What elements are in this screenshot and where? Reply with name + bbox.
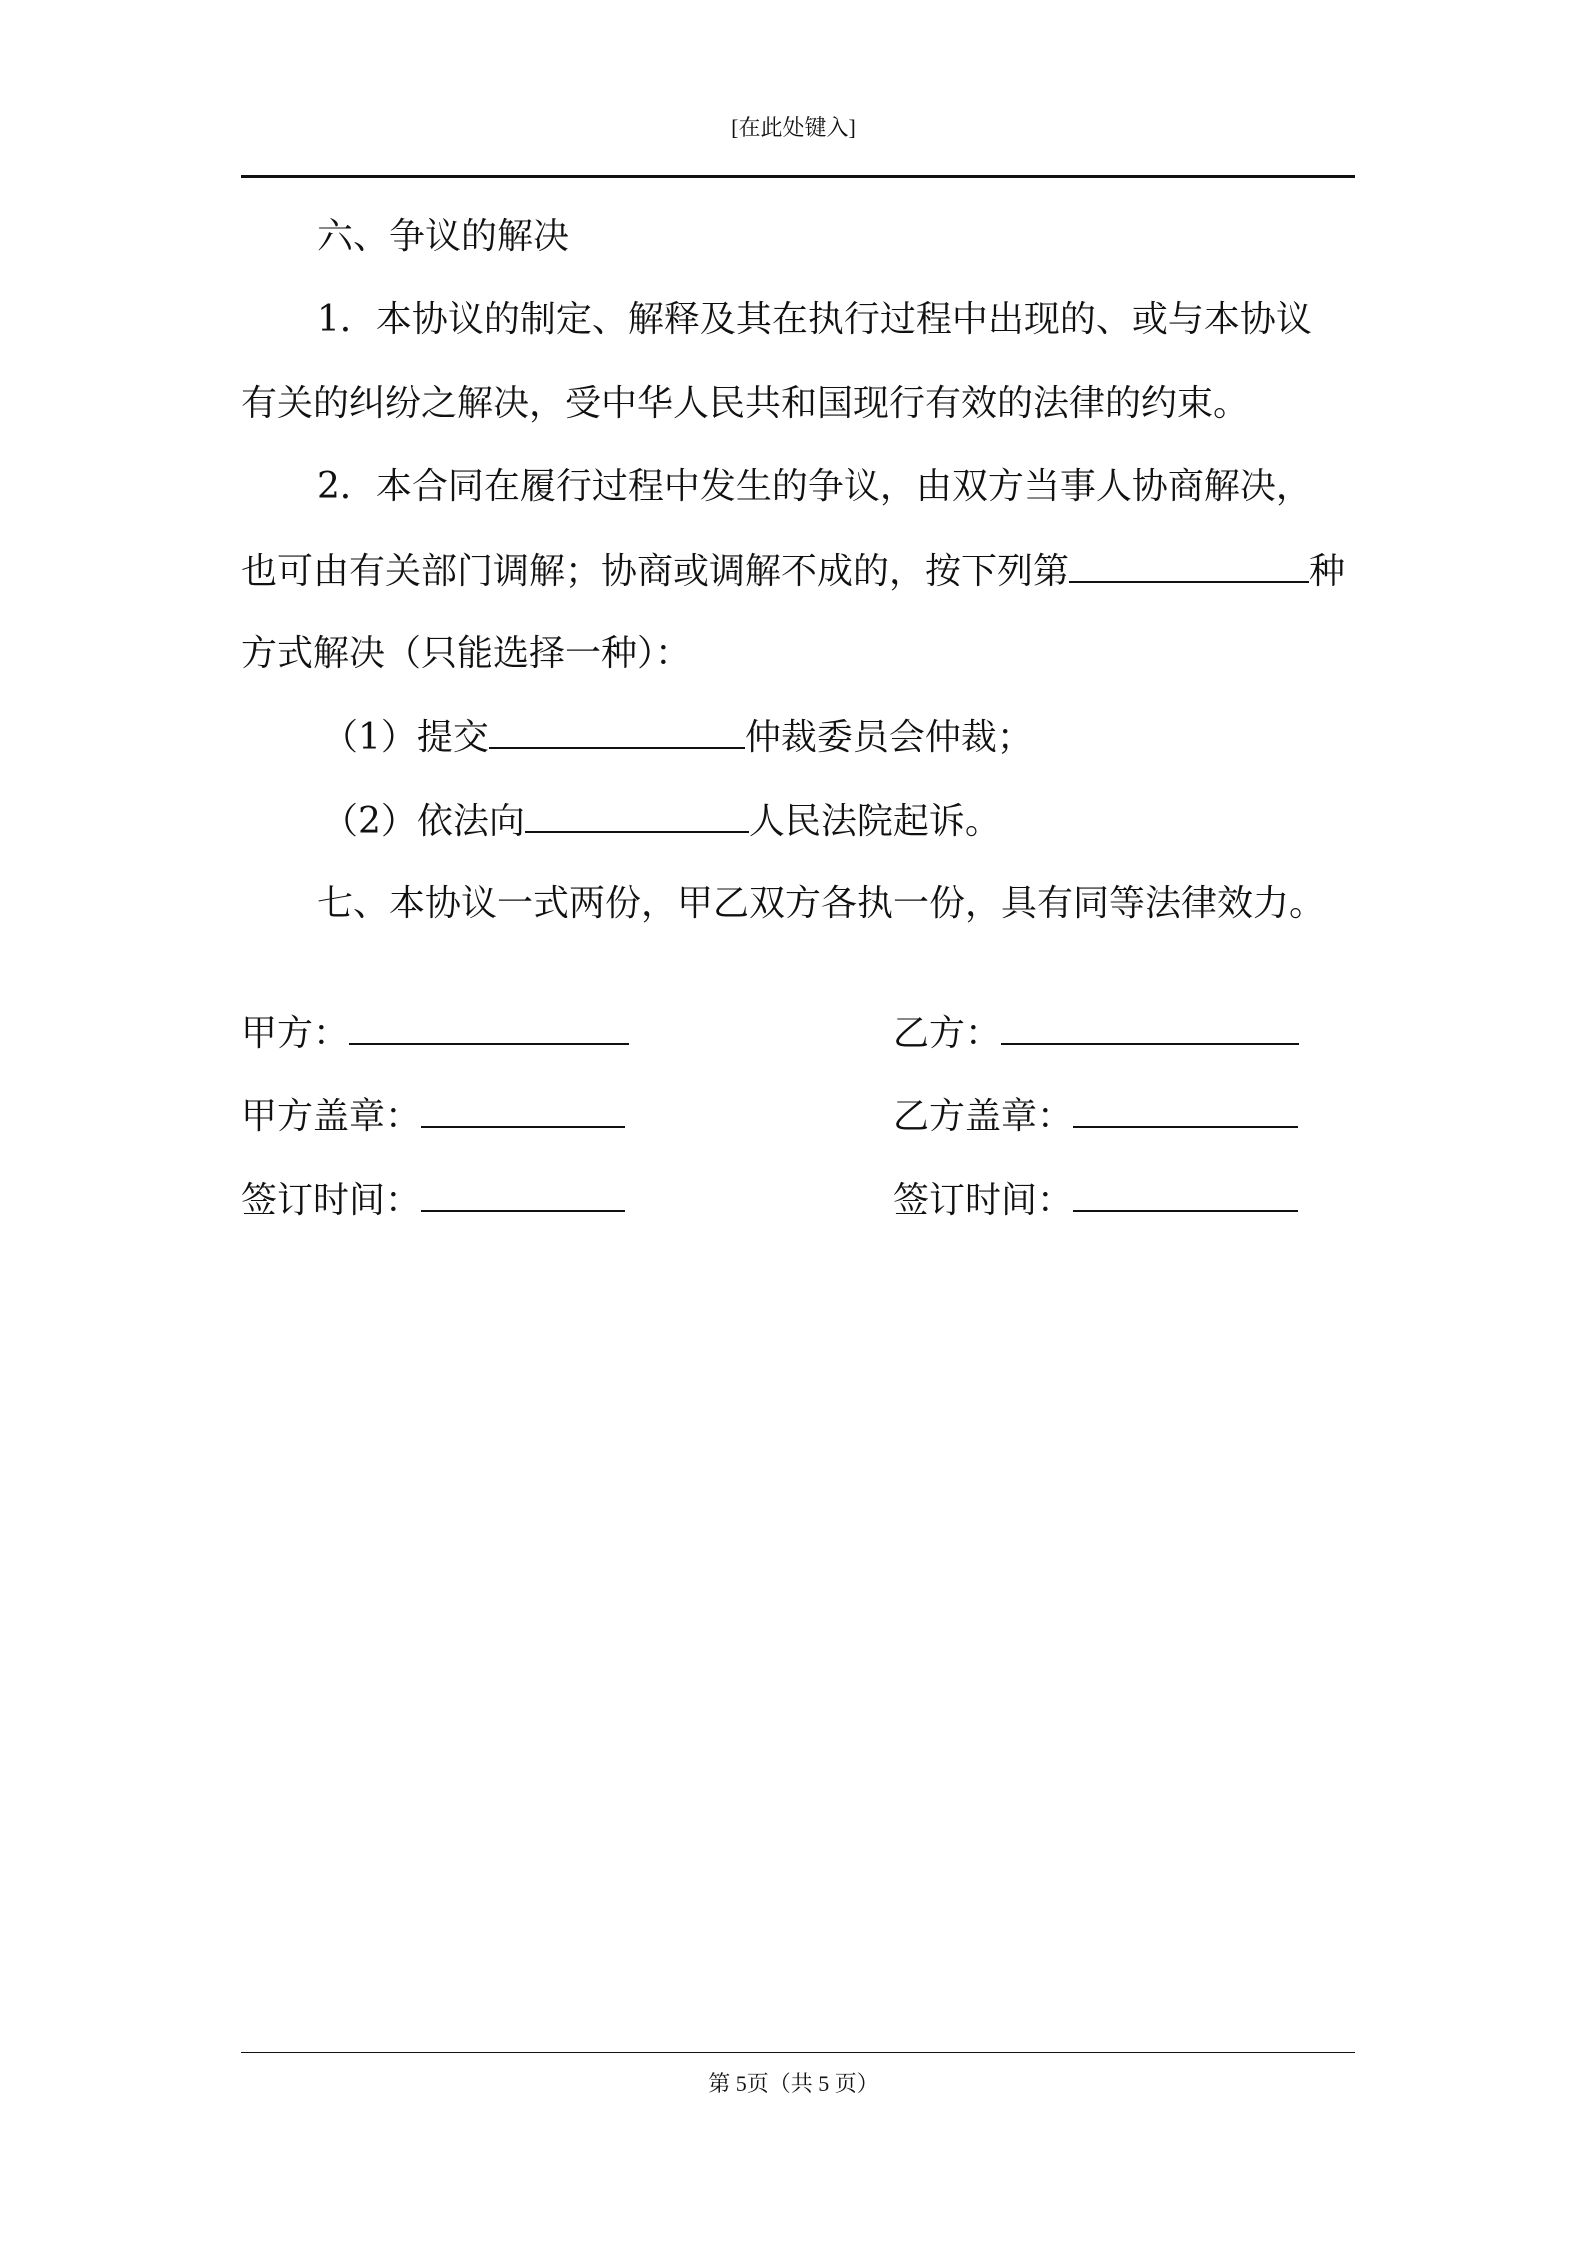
item-2-text-before-blank: 也可由有关部门调解；协商或调解不成的，按下列第 — [241, 551, 1070, 592]
party-a-blank[interactable] — [349, 1013, 629, 1045]
party-a-sign-date — [241, 1180, 625, 1221]
section-6-item-2-line-1: 2．本合同在履行过程中发生的争议，由双方当事人协商解决， — [317, 466, 1312, 507]
option-1-prefix: （1）提交 — [322, 717, 489, 758]
section-6-item-2-line-3: 方式解决（只能选择一种）： — [241, 633, 692, 674]
option-2-litigation — [322, 801, 1436, 842]
party-a-seal-label: 甲方盖章： — [241, 1096, 422, 1137]
party-b-label: 乙方： — [893, 1013, 1002, 1054]
footer-divider — [241, 2052, 1355, 2053]
party-b-seal-blank[interactable] — [1073, 1096, 1298, 1128]
resolution-method-number-blank[interactable] — [1069, 551, 1309, 583]
party-a-signature — [241, 1013, 629, 1054]
option-2-suffix: 人民法院起诉。 — [748, 801, 1001, 842]
party-a-label: 甲方： — [241, 1013, 350, 1054]
party-a-date-blank[interactable] — [421, 1180, 625, 1212]
party-a-date-label: 签订时间： — [241, 1180, 422, 1221]
section-6-item-2-line-2 — [241, 551, 1355, 592]
option-2-prefix: （2）依法向 — [322, 801, 525, 842]
party-a-seal-blank[interactable] — [421, 1096, 625, 1128]
party-b-sign-date — [893, 1180, 1298, 1221]
party-b-seal-label: 乙方盖章： — [893, 1096, 1074, 1137]
page-header: [在此处键入] — [731, 115, 856, 140]
arbitration-commission-blank[interactable] — [489, 717, 745, 749]
item-2-text-after-blank: 种 — [1309, 551, 1346, 592]
page-footer: 第 5页（共 5 页） — [708, 2071, 879, 2096]
section-7-text: 七、本协议一式两份，甲乙双方各执一份，具有同等法律效力。 — [317, 883, 1326, 924]
party-b-signature — [893, 1013, 1299, 1054]
party-b-date-label: 签订时间： — [893, 1180, 1074, 1221]
section-6-item-1-line-1: 1．本协议的制定、解释及其在执行过程中出现的、或与本协议 — [317, 299, 1312, 340]
option-1-suffix: 仲裁委员会仲裁； — [744, 717, 1033, 758]
header-divider — [241, 175, 1355, 178]
section-6-item-1-line-2: 有关的纠纷之解决，受中华人民共和国现行有效的法律的约束。 — [241, 383, 1250, 424]
party-b-blank[interactable] — [1001, 1013, 1299, 1045]
section-6-title: 六、争议的解决 — [317, 216, 570, 257]
party-b-seal — [893, 1096, 1298, 1137]
party-a-seal — [241, 1096, 625, 1137]
party-b-date-blank[interactable] — [1073, 1180, 1298, 1212]
option-1-arbitration — [322, 717, 1436, 758]
court-name-blank[interactable] — [525, 801, 749, 833]
